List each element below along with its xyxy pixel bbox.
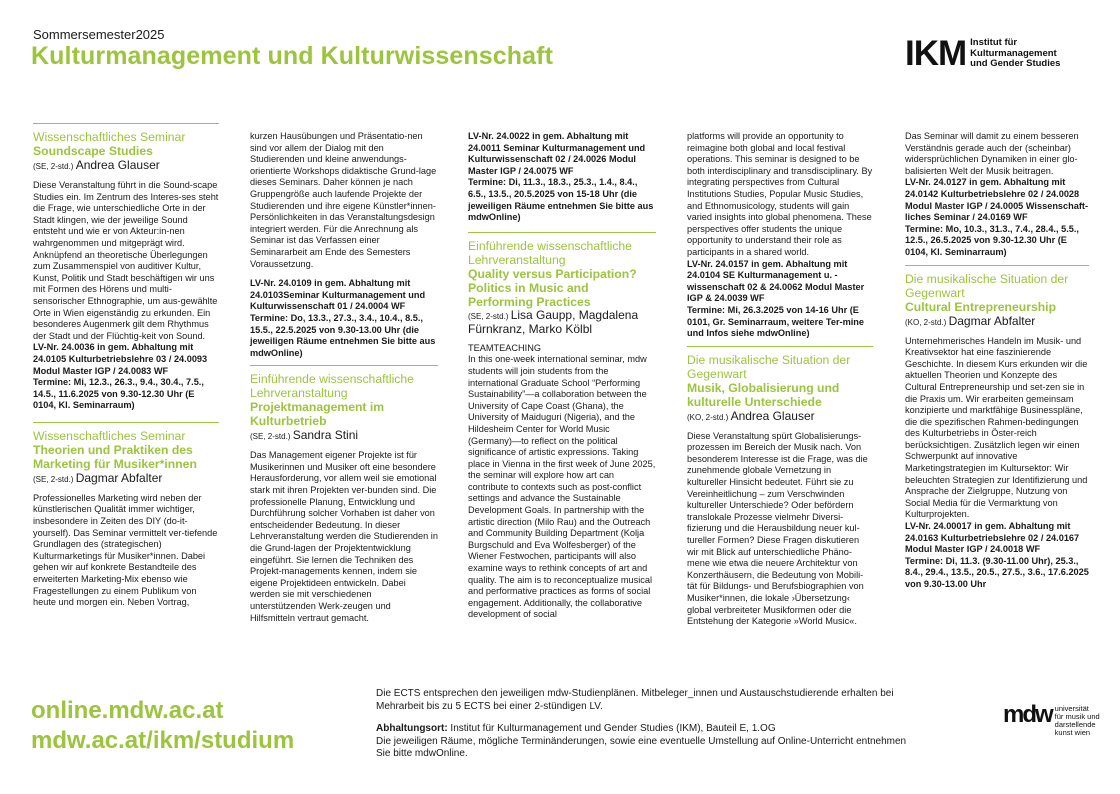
location-label: Abhaltungsort: bbox=[376, 723, 448, 734]
mdw-logo-line: kunst wien bbox=[1054, 728, 1091, 737]
mdw-logo-line: für musik und bbox=[1054, 712, 1100, 721]
course-type: (SE, 2-std.) bbox=[250, 432, 293, 442]
course-title: Cultural Entrepreneurship bbox=[905, 299, 1057, 314]
course-lecturer bbox=[468, 309, 656, 337]
course-description: In this one-week international seminar, mdw students will join students from the international Graduate School “Performing Sustainability”—a collaboration between the University of Cape Coast (Ghana), the University of Maiduguri (Nigeria), and the Hildesheim Center for World Music (Germany)—to reflect on the political significance of artistic expressions. Taking place in Vienna in the first week of June 2025, the seminar will explore how art can contribute to contexts such as post-conflict settings and advance the Sustainable Development Goals. In partnership with the artistic direction (Milo Rau) and the Outreach and Community Building Department (Kolja Burgschuld and Eva Wolfesberger) of the Wiener Festwochen, participants will also examine ways to rethink concepts of art and quality. The aim is to reconceptualize musical and performative practices as forms of social engagement. Additionally, the collaborative development of social bbox=[468, 354, 656, 620]
lecturer-name: Andrea Glauser bbox=[730, 408, 815, 423]
course-category: Die musikalische Situation der Gegenwart bbox=[687, 352, 851, 381]
course-lecturer bbox=[33, 471, 219, 487]
rooms-note: Die jeweiligen Räume, mögliche Terminänderungen, sowie eine eventuelle Umstellung auf Online-Unterricht entnehmen Sie bitte mdwOnline. bbox=[376, 735, 907, 759]
lecturer-name: Lisa Gaupp, Magdalena Fürnkranz, Marko Kölbl bbox=[468, 307, 639, 336]
course-title: Performing Practices bbox=[468, 294, 591, 309]
course-title: Projektmanagement im bbox=[250, 400, 385, 415]
ikm-logo-mark: IKM bbox=[905, 34, 967, 73]
course-number: LV-Nr. 24.0022 in gem. Abhaltung mit 24.0011 Seminar Kulturmanagement und Kulturwissenschaft 02 / 24.0026 Modul Master IGP / 24.0075 WF bbox=[468, 131, 646, 176]
course-type: (SE, 2-std.) bbox=[33, 162, 76, 171]
course-category: Wissenschaftliches Seminar bbox=[33, 130, 186, 144]
divider bbox=[687, 346, 873, 347]
lecturer-name: Sandra Stini bbox=[292, 428, 359, 443]
course-category: Einführende wissenschaftliche Lehrveranstaltung bbox=[250, 372, 414, 401]
ikm-logo-text bbox=[970, 38, 1060, 70]
page-title: Kulturmanagement und Kulturwissenschaft bbox=[31, 42, 554, 70]
course-type: (SE, 2-std.) bbox=[33, 474, 76, 484]
course-title: Marketing für Musiker*innen bbox=[33, 456, 197, 471]
course-title: kulturelle Unterschiede bbox=[687, 394, 822, 409]
course-dates: Termine: Di, 11.3. (9.30-11.00 Uhr), 25.3., 8.4., 29.4., 13.5., 20.5., 27.5., 3.6., 17.6.2025 von 9.30-13.00 Uhr bbox=[905, 555, 1089, 589]
course-type: (KO, 2-std.) bbox=[905, 317, 949, 327]
course-description: Professionelles Marketing wird neben der künstlerischen Qualität immer wichtiger, insbesondere in Zeiten des DIY (do-it-yourself). Das Seminar vermittelt ver-tiefende Grundlagen des (strategischen) Kulturmarketings für Musiker*innen. Dabei gehen wir auf konkrete Bestandteile des erweiterten Marketing-Mix ebenso wie Fragestellungen zu einem Publikum von heute und morgen ein. Neben Vortrag, bbox=[33, 492, 218, 608]
course-number: LV-Nr. 24.0109 in gem. Abhaltung mit 24.0103Seminar Kulturmanagement und Kulturwissenschaft 01 / 24.0004 WF bbox=[250, 278, 426, 312]
location-value: Institut für Kulturmanagement und Gender Studies (IKM), Bauteil E, 1.OG bbox=[447, 723, 776, 734]
course-number: LV-Nr. 24.0036 in gem. Abhaltung mit 24.0105 Kulturbetriebslehre 03 / 24.0093 Modul Master IGP / 24.0083 WF bbox=[33, 342, 208, 376]
column-4 bbox=[687, 131, 873, 628]
mdw-logo-text bbox=[1055, 705, 1100, 737]
course-title: Soundscape Studies bbox=[33, 144, 153, 158]
divider bbox=[33, 422, 219, 423]
course-category: Einführende wissenschaftliche Lehrveranstaltung bbox=[468, 238, 632, 267]
lecturer-name: Andrea Glauser bbox=[75, 158, 160, 172]
course-type: (SE, 2-std.) bbox=[468, 311, 511, 321]
divider bbox=[905, 265, 1089, 266]
study-url-link[interactable]: mdw.ac.at/ikm/studium bbox=[31, 727, 295, 754]
column-3 bbox=[468, 131, 656, 621]
course-lecturer bbox=[250, 428, 438, 444]
location-line bbox=[376, 723, 916, 736]
course-description: Unternehmerisches Handeln im Musik- und Kreativsektor hat eine faszinierende Geschichte. In diesem Kurs erkunden wir die aktuellen Theorien und Konzepte des Cultural Entrepreneurship und set-zen sie in die Praxis um. Wir erarbeiten gemeinsam konzipierte und marktfähige Businesspläne, die die spezifischen Rahmen-bedingungen des Kulturbetriebs in Öster-reich berücksichtigen. Zusätzlich legen wir einen Schwerpunkt auf innovative Marketingstrategien im Kultursektor: Wir beleuchten Strategien zur Identifizierung und Ansprache der Zielgruppe, Nutzung von Social Media für die Vermarktung von Kulturprojekten. bbox=[905, 335, 1088, 520]
ikm-logo-line: Institut für bbox=[970, 37, 1018, 49]
course-dates: Termine: Mi, 26.3.2025 von 14-16 Uhr (E 0101, Gr. Seminarraum, weitere Ter-mine und Infos siehe mdwOnline) bbox=[687, 304, 865, 339]
course-dates: Termine: Mo, 10.3., 31.3., 7.4., 28.4., 5.5., 12.5., 26.5.2025 von 9.30-12.30 Uhr (E 0104, Kl. Seminarraum) bbox=[905, 223, 1079, 257]
column-1 bbox=[33, 123, 219, 609]
course-lecturer bbox=[687, 409, 873, 425]
course-title: Quality versus Participation? bbox=[468, 266, 637, 281]
semester-label: Sommersemester2025 bbox=[33, 27, 165, 42]
column-2 bbox=[250, 131, 438, 624]
column-5 bbox=[905, 131, 1089, 591]
teamteaching-label: TEAMTEACHING bbox=[468, 342, 541, 353]
mdw-logo bbox=[1003, 703, 1100, 737]
divider bbox=[250, 365, 438, 366]
divider bbox=[33, 123, 219, 124]
course-title: Musik, Globalisierung und bbox=[687, 380, 840, 395]
mdw-logo-line: universität bbox=[1054, 704, 1089, 713]
ikm-logo-line: und Gender Studies bbox=[970, 58, 1061, 70]
ikm-logo-line: Kulturmanagement bbox=[970, 47, 1057, 59]
course-title: Politics in Music and bbox=[468, 280, 589, 295]
course-type: (KO, 2-std.) bbox=[687, 412, 731, 422]
course-title: Theorien und Praktiken des bbox=[33, 442, 193, 457]
course-number: LV-Nr. 24.0157 in gem. Abhaltung mit 24.0104 SE Kulturmanagement u. -wissenschaft 02 & 24.0062 Modul Master IGP & 24.0039 WF bbox=[687, 258, 865, 304]
ikm-logo bbox=[905, 34, 1061, 73]
course-number: LV-Nr. 24.00017 in gem. Abhaltung mit 24.0163 Kulturbetriebslehre 02 / 24.0167 Modul Master IGP / 24.0018 WF bbox=[905, 521, 1080, 555]
divider bbox=[468, 232, 656, 233]
course-title: Kulturbetrieb bbox=[250, 414, 327, 429]
ects-note: Die ECTS entsprechen den jeweiligen mdw-Studienplänen. Mitbeleger_innen und Austauschstudierende erhalten bei Mehrarbeit bis zu 5 ECTS bei einer 2-stündigen LV. bbox=[376, 688, 894, 712]
course-dates: Termine: Do, 13.3., 27.3., 3.4., 10.4., 8.5., 15.5., 22.5.2025 von 9.30-13.00 Uhr (die jeweiligen Räume entnehmen Sie bitte aus mdwOnline) bbox=[250, 312, 436, 358]
course-description: Diese Veranstaltung führt in die Sound-scape Studies ein. Im Zentrum des Interes-ses steht die Frage, wie unterschiedliche Orte in der Stadt klingen, wie der jeweilige Sound entsteht und wie er von Akteur:in-nen wahrgenommen und mitgeprägt wird. Anknüpfend an theoretische Überlegungen zum Zusammenspiel von auditiver Kultur, Kunst, Politik und Stadt beschäftigen wir uns mit Formen des Hörens und multi-sensorischer Ethnographie, um aus-gewählte Orte in Wien eigenständig zu erkunden. Ein besonderes Augenmerk gilt dem Rhythmus der Stadt und der Flüchtig-keit von Sound. bbox=[33, 180, 219, 341]
course-description: Diese Veranstaltung spürt Globalisierungs-prozessen im Bereich der Musik nach. Von besonderem Interesse ist die Frage, was die zunehmende globale Vernetzung in kultureller Hinsicht bedeutet. Führt sie zu Vereinheitlichung – zum Verschwinden kultureller Unterschiede? Oder befördern translokale Prozesse vielmehr Diversi-fizierung und die Herausbildung neuer kul-tureller Formen? Diese Fragen diskutieren wir mit Blick auf unterschiedliche Phäno-mene wie etwa die neuere Architektur von Konzerthäusern, die Bedeutung von Mobili-tät für Bildungs- und Berufsbiographien von Musiker*innen, die lokale ›Übersetzung‹ global verbreiteter Musikformen oder die Entstehung der Kategorie »World Music«. bbox=[687, 430, 868, 627]
course-category: Wissenschaftliches Seminar bbox=[33, 428, 186, 443]
course-lecturer bbox=[905, 314, 1089, 330]
course-lecturer bbox=[33, 158, 219, 174]
footer-info bbox=[376, 688, 916, 761]
course-description-continued: platforms will provide an opportunity to reimagine both global and local festival operations. This seminar is designed to be both interdisciplinary and transdisciplinary. By integrating perspectives from Cultural Institutions Studies, Popular Music Studies, and Ethnomusicology, students will gain varied insights into global phenomena. These perspectives offer students the unique opportunity to understand their role as participants in a shared world. bbox=[687, 131, 873, 257]
course-category: Die musikalische Situation der Gegenwart bbox=[905, 271, 1069, 300]
course-description: Das Management eigener Projekte ist für Musikerinnen und Musiker oft eine besondere Herausforderung, vor allem weil sie emotional stark mit ihren Projekten ver-bunden sind. Die professionelle Planung, Entwicklung und Durchführung solcher Vorhaben ist daher von entscheidender Bedeutung. In dieser Lehrveranstaltung werden die Studierenden in die Grund-lagen der Projektentwicklung eingeführt. Sie lernen die Techniken des Projekt-managements kennen, indem sie eigene Projektideen entwickeln. Dabei werden sie mit verschiedenen unterstützenden Werk-zeugen und Hilfsmitteln vertraut gemacht. bbox=[250, 450, 438, 623]
lecturer-name: Dagmar Abfalter bbox=[75, 470, 163, 485]
course-description-continued: Das Seminar will damit zu einem besseren Verständnis gerade auch der (scheinbar) widersprüchlichen Dynamiken in einer glo-balisierten Welt der Musik beitragen. bbox=[905, 131, 1079, 176]
course-description-continued: kurzen Hausübungen und Präsentatio-nen sind vor allem der Dialog mit den Studierenden und kleine anwendungs-orientierte Workshops didaktische Grund-lage dieses Seminars. Daher können je nach Gruppengröße auch laufende Projekte der Studierenden und ihre eigene Künstler*innen-Persönlichkeiten in das Veranstaltungsdesign integriert werden. Für die Anrechnung als Seminar ist das Verfassen einer Seminararbeit am Ende des Semesters Voraussetzung. bbox=[250, 131, 437, 269]
online-url-link[interactable]: online.mdw.ac.at bbox=[31, 697, 224, 724]
lecturer-name: Dagmar Abfalter bbox=[948, 313, 1036, 328]
course-number: LV-Nr. 24.0127 in gem. Abhaltung mit 24.0142 Kulturbetriebslehre 02 / 24.0028 Modul Master IGP / 24.0005 Wissenschaft-liches Seminar / 24.0169 WF bbox=[905, 177, 1089, 223]
course-dates: Termine: Di, 11.3., 18.3., 25.3., 1.4., 8.4., 6.5., 13.5., 20.5.2025 von 15-18 Uhr (die jeweiligen Räume entnehmen Sie bitte aus mdwOnline) bbox=[468, 177, 654, 223]
course-dates: Termine: Mi, 12.3., 26.3., 9.4., 30.4., 7.5., 14.5., 11.6.2025 von 9.30-12.30 Uhr (E 0104, Kl. Seminarraum) bbox=[33, 377, 204, 411]
mdw-logo-line: darstellende bbox=[1054, 720, 1096, 729]
mdw-logo-mark: mdw bbox=[1003, 701, 1052, 728]
